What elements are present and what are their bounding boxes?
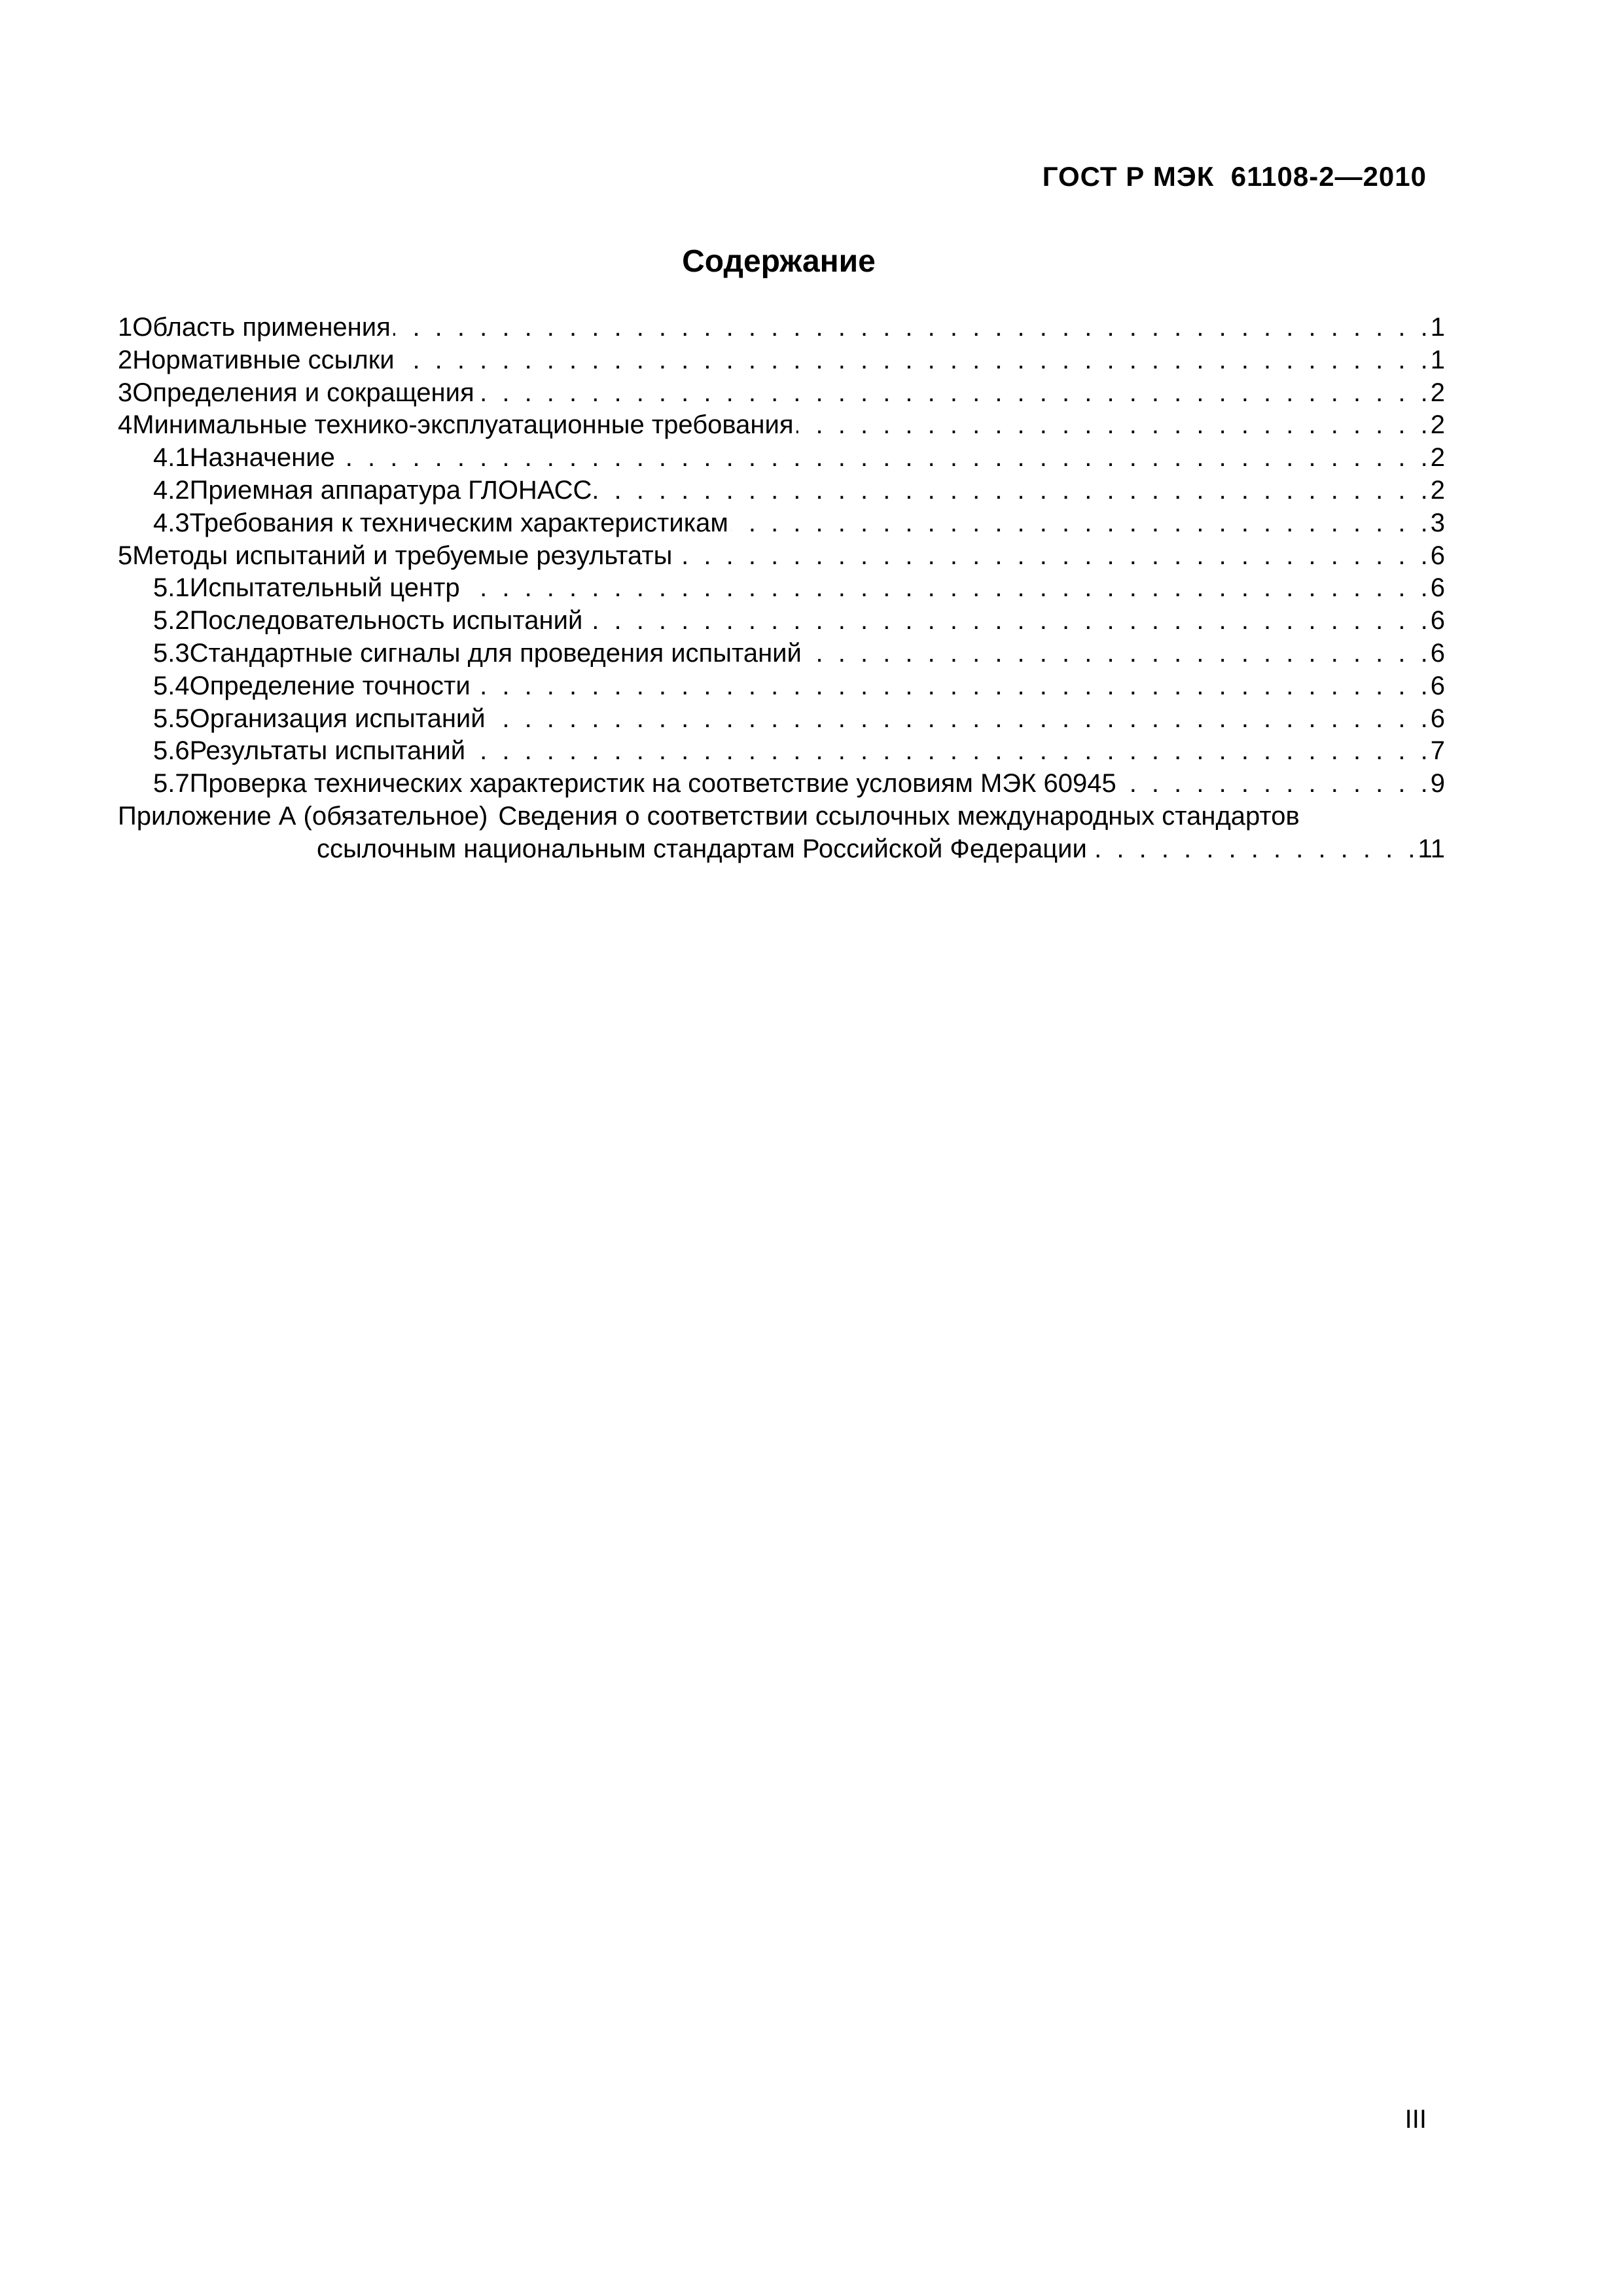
toc-entry-label: Минимальные технико-эксплуатационные требования <box>132 410 794 440</box>
toc-entry-label: Организация испытаний <box>189 704 486 733</box>
toc-entry-label: Определение точности <box>189 671 471 700</box>
toc-entry-page: 2 <box>1430 475 1445 505</box>
toc-entry-5[interactable] <box>118 540 1445 573</box>
page-number: III <box>1404 2105 1427 2134</box>
toc-entry-page: 1 <box>1430 345 1445 374</box>
toc-entry-number: 4.1 <box>153 443 190 473</box>
toc-entry-appendix-a-cont[interactable] <box>118 833 1445 866</box>
toc-entry-number: 4.3 <box>153 508 190 537</box>
toc-entry-label: Последовательность испытаний <box>189 606 583 636</box>
toc-entry-5-6[interactable] <box>118 735 1445 768</box>
toc-entry-1[interactable] <box>118 312 1445 344</box>
toc-entry-5-5[interactable] <box>118 703 1445 736</box>
document-code: ГОСТ Р МЭК 61108-2—2010 <box>1042 161 1427 192</box>
toc-entry-page: 6 <box>1430 541 1445 570</box>
dot-leader <box>1087 833 1418 866</box>
toc-entry-number: 3 <box>118 378 133 407</box>
toc-entry-label: Проверка технических характеристик на соответствие условиям МЭК 60945 <box>189 769 1116 798</box>
toc-entry-5-4[interactable] <box>118 670 1445 703</box>
dot-leader <box>1116 768 1431 800</box>
page-title: Содержание <box>682 244 876 279</box>
table-of-contents <box>118 312 1445 866</box>
toc-entry-label: Требования к техническим характеристикам <box>189 508 728 537</box>
toc-entry-number: 5.3 <box>153 638 190 668</box>
dot-leader <box>486 703 1431 736</box>
toc-entry-label: Назначение <box>189 443 335 473</box>
toc-entry-label: Область применения <box>132 313 391 342</box>
dot-leader <box>335 442 1431 475</box>
toc-entry-number: 5.7 <box>153 769 190 798</box>
toc-entry-page: 6 <box>1430 573 1445 603</box>
dot-leader <box>474 377 1431 410</box>
toc-entry-page: 11 <box>1418 834 1445 863</box>
toc-entry-label: Результаты испытаний <box>189 736 466 766</box>
toc-entry-number: 5.4 <box>153 671 190 700</box>
toc-entry-page: 2 <box>1430 410 1445 440</box>
toc-entry-page: 6 <box>1430 671 1445 700</box>
toc-entry-number: 5.1 <box>153 573 190 603</box>
toc-entry-page: 1 <box>1430 313 1445 342</box>
dot-leader <box>802 637 1431 670</box>
toc-entry-label: Стандартные сигналы для проведения испытаний <box>189 638 802 668</box>
dot-leader <box>672 540 1430 573</box>
toc-entry-label: Испытательный центр <box>189 573 460 603</box>
dot-leader <box>592 475 1430 507</box>
toc-entry-label: Нормативные ссылки <box>132 345 395 374</box>
toc-entry-label: Методы испытаний и требуемые результаты <box>132 541 673 570</box>
toc-entry-page: 2 <box>1430 378 1445 407</box>
toc-entry-page: 6 <box>1430 606 1445 636</box>
toc-entry-page: 2 <box>1430 443 1445 473</box>
toc-entry-2[interactable] <box>118 344 1445 377</box>
dot-leader <box>460 572 1431 605</box>
dot-leader <box>471 670 1431 703</box>
toc-entry-4-1[interactable] <box>118 442 1445 475</box>
toc-entry-appendix-a[interactable] <box>118 800 1445 833</box>
toc-entry-page: 9 <box>1430 769 1445 798</box>
toc-entry-number: 4 <box>118 410 133 440</box>
toc-entry-page: 3 <box>1430 508 1445 537</box>
toc-entry-number: 2 <box>118 345 133 374</box>
appendix-prefix: Приложение А (обязательное) <box>118 801 488 831</box>
toc-entry-5-2[interactable] <box>118 605 1445 637</box>
toc-entry-number: 4.2 <box>153 475 190 505</box>
dot-leader <box>728 507 1431 540</box>
toc-entry-page: 6 <box>1430 704 1445 733</box>
toc-entry-3[interactable] <box>118 377 1445 410</box>
toc-entry-4-3[interactable] <box>118 507 1445 540</box>
dot-leader <box>395 344 1431 377</box>
toc-entry-number: 5.6 <box>153 736 190 766</box>
toc-entry-page: 7 <box>1430 736 1445 766</box>
dot-leader <box>465 735 1431 768</box>
toc-entry-4-2[interactable] <box>118 475 1445 507</box>
toc-entry-number: 5 <box>118 541 133 570</box>
toc-entry-label: Приемная аппаратура ГЛОНАСС <box>189 475 592 505</box>
toc-entry-number: 5.2 <box>153 606 190 636</box>
dot-leader <box>391 312 1431 344</box>
toc-entry-5-7[interactable] <box>118 768 1445 800</box>
toc-entry-label: Определения и сокращения <box>132 378 474 407</box>
toc-entry-5-1[interactable] <box>118 572 1445 605</box>
appendix-title-line1: Сведения о соответствии ссылочных международных стандартов <box>498 801 1300 831</box>
toc-entry-4[interactable] <box>118 409 1445 442</box>
dot-leader <box>794 409 1431 442</box>
toc-entry-number: 1 <box>118 313 133 342</box>
appendix-title-line2: ссылочным национальным стандартам Российской Федерации <box>317 834 1087 863</box>
toc-entry-page: 6 <box>1430 638 1445 668</box>
toc-entry-number: 5.5 <box>153 704 190 733</box>
toc-entry-5-3[interactable] <box>118 637 1445 670</box>
dot-leader <box>582 605 1430 637</box>
